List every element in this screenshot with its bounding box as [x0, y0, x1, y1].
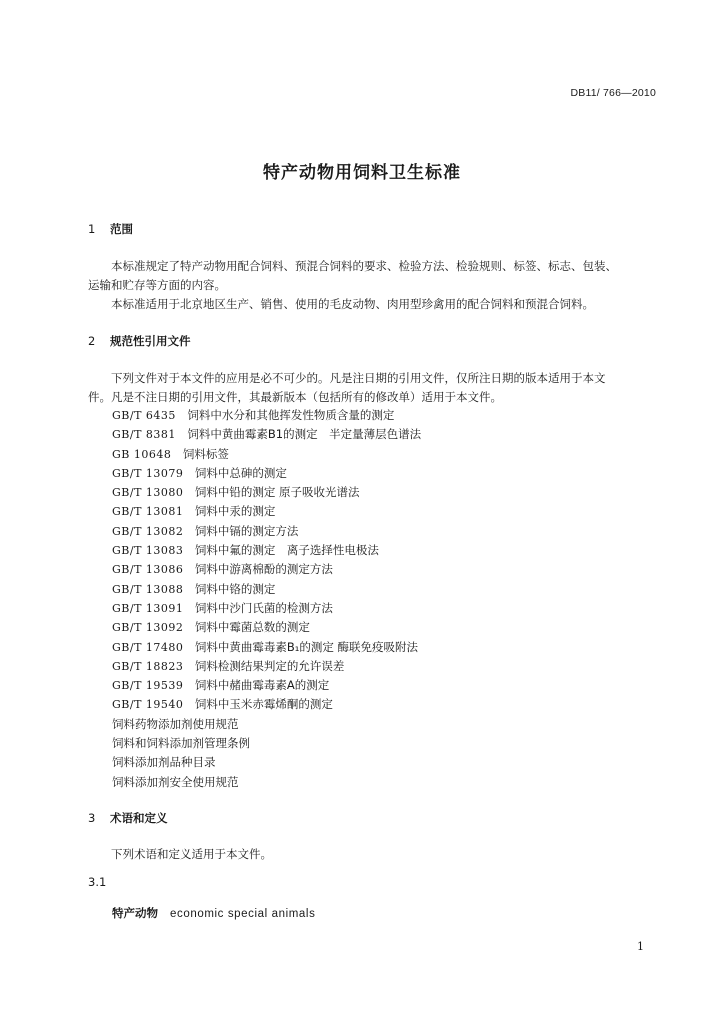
reference-item — [112, 618, 421, 637]
paragraph-line: 下列术语和定义适用于本文件。 — [111, 847, 272, 861]
reference-title: 饲料标签 — [182, 446, 229, 461]
reference-title: 饲料中霉菌总数的测定 — [194, 620, 310, 635]
reference-code: GB/T 17480 — [112, 640, 184, 654]
reference-title: 饲料中黄曲霉素B1的测定 半定量薄层色谱法 — [187, 427, 422, 442]
reference-code: GB/T 19539 — [112, 679, 184, 693]
reference-item — [112, 773, 421, 792]
reference-title: 饲料中黄曲霉毒素B₁的测定 酶联免疫吸附法 — [194, 639, 419, 654]
term-english: economic special animals — [170, 908, 316, 920]
reference-item — [112, 599, 421, 618]
subsection-number: 3.1 — [88, 875, 107, 889]
reference-title: 饲料中铬的测定 — [194, 581, 276, 596]
reference-item — [112, 502, 421, 521]
document-code: DB11/ 766—2010 — [570, 87, 656, 99]
reference-code: GB/T 13088 — [112, 582, 184, 596]
scope-paragraph-1 — [88, 257, 658, 295]
reference-item — [112, 676, 421, 695]
reference-title: 饲料中水分和其他挥发性物质含量的测定 — [187, 408, 395, 422]
reference-item — [112, 734, 421, 753]
reference-item — [112, 695, 421, 714]
reference-item — [112, 406, 421, 425]
reference-item — [112, 522, 421, 541]
reference-title: 饲料检测结果判定的允许误差 — [194, 658, 345, 673]
reference-item — [112, 425, 421, 444]
reference-item — [112, 580, 421, 599]
reference-code: GB/T 6435 — [112, 409, 176, 422]
reference-item — [112, 657, 421, 676]
reference-title: 饲料中游离棉酚的测定方法 — [194, 562, 333, 577]
section-3-heading — [88, 810, 168, 826]
reference-title: 饲料中铅的测定 原子吸收光谱法 — [194, 485, 360, 500]
section-number: 1 — [88, 222, 96, 236]
reference-title: 饲料药物添加剂使用规范 — [112, 716, 239, 731]
reference-item — [112, 464, 421, 483]
paragraph-line: 下列文件对于本文件的应用是必不可少的。凡是注日期的引用文件，仅所注日期的版本适用于本文 — [111, 371, 606, 385]
section-1-heading — [88, 221, 133, 237]
reference-title: 饲料添加剂安全使用规范 — [112, 774, 239, 789]
reference-title: 饲料中汞的测定 — [194, 504, 276, 519]
section-title: 术语和定义 — [110, 811, 168, 825]
paragraph-line: 本标准规定了特产动物用配合饲料、预混合饲料的要求、检验方法、检验规则、标签、标志、包装、 — [111, 259, 617, 273]
term-chinese: 特产动物 — [112, 906, 158, 920]
document-title: 特产动物用饲料卫生标准 — [263, 163, 461, 183]
paragraph-line: 本标准适用于北京地区生产、销售、使用的毛皮动物、肉用型珍禽用的配合饲料和预混合饲料。 — [111, 297, 594, 311]
paragraph-line: 件。凡是不注日期的引用文件，其最新版本（包括所有的修改单）适用于本文件。 — [88, 390, 502, 404]
reference-item — [112, 753, 421, 772]
reference-item — [112, 638, 421, 657]
section-title: 规范性引用文件 — [110, 334, 191, 348]
section-number: 3 — [88, 811, 96, 825]
reference-item — [112, 483, 421, 502]
reference-code: GB/T 13082 — [112, 524, 184, 538]
reference-code: GB/T 8381 — [112, 428, 176, 442]
reference-code: GB/T 19540 — [112, 698, 184, 712]
reference-title: 饲料中赭曲霉毒素A的测定 — [194, 678, 330, 693]
reference-title: 饲料中镉的测定方法 — [194, 523, 299, 538]
reference-title: 饲料中玉米赤霉烯酮的测定 — [194, 697, 333, 712]
reference-code: GB/T 18823 — [112, 659, 184, 673]
reference-code: GB/T 13091 — [112, 601, 184, 615]
reference-item — [112, 560, 421, 579]
reference-title: 饲料中总砷的测定 — [194, 465, 287, 480]
reference-code: GB 10648 — [112, 447, 172, 461]
reference-code: GB/T 13092 — [112, 621, 184, 635]
reference-title: 饲料中沙门氏菌的检测方法 — [194, 600, 333, 615]
references-intro — [88, 369, 658, 407]
reference-code: GB/T 13079 — [112, 466, 184, 480]
section-title: 范围 — [110, 222, 133, 236]
reference-item — [112, 715, 421, 734]
reference-list — [112, 406, 421, 792]
paragraph-line: 运输和贮存等方面的内容。 — [88, 278, 226, 292]
reference-item — [112, 541, 421, 560]
terms-intro — [88, 845, 658, 864]
reference-code: GB/T 13080 — [112, 486, 184, 500]
reference-item — [112, 445, 421, 464]
reference-title: 饲料添加剂品种目录 — [112, 755, 216, 770]
reference-code: GB/T 13083 — [112, 544, 184, 558]
section-number: 2 — [88, 334, 96, 348]
section-2-heading — [88, 333, 191, 349]
page-number: 1 — [637, 940, 644, 953]
reference-code: GB/T 13081 — [112, 505, 184, 519]
reference-title: 饲料中氟的测定 离子选择性电极法 — [194, 543, 379, 558]
scope-paragraph-2 — [88, 295, 658, 314]
reference-code: GB/T 13086 — [112, 563, 184, 577]
term-entry — [112, 905, 315, 921]
reference-title: 饲料和饲料添加剂管理条例 — [112, 736, 250, 751]
